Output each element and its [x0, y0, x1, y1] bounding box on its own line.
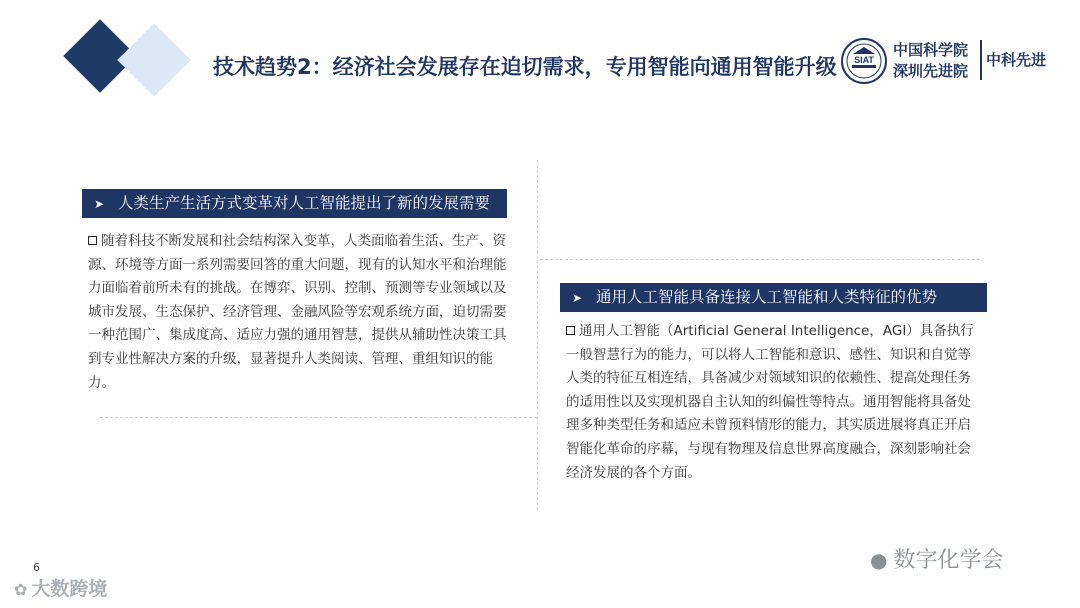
watermark-right-text: 数字化学会	[893, 548, 1004, 573]
siat-seal-icon	[841, 38, 887, 84]
right-body-text: 通用人工智能（Artificial General Intelligence，AGI）具备执行一般智慧行为的能力，可以将人工智能和意识、感性、知识和自觉等人类的特征互相连结，具备减少对领域知识的依赖性、提高处理任务的适用性以及实现机器自主认知的纠偏性等特点。通用智能将具备处理多种类型任务和适应未曾预料情形的能力，其实质进展将真正开启智能化革命的序幕，与现有物理及信息世界高度融合，深刻影响社会经济发展的各个方面。	[566, 323, 974, 481]
watermark-right	[870, 543, 1003, 574]
wechat-icon: ●	[870, 548, 888, 572]
watermark-left-text: 大数跨境	[31, 578, 108, 600]
watermark-logo-icon: ✿	[14, 580, 28, 599]
logo-line-1: 中国科学院	[893, 41, 969, 59]
seal-text: SIAT	[854, 55, 874, 65]
left-body-text: 随着科技不断发展和社会结构深入变革，人类面临着生活、生产、资源、环境等方面一系列需要回答的重大问题，现有的认知水平和治理能力面临着前所未有的挑战。在博弈、识别、控制、预测等专业领域以及城市发展、生态保护、经济管理、金融风险等宏观系统方面，迫切需要一种范围广、集成度高、适应力强的通用智慧，提供从辅助性决策工具到专业性解决方案的升级，显著提升人类阅读、管理、重组知识的能力。	[88, 233, 507, 391]
right-section-body	[566, 320, 981, 485]
left-horizontal-divider	[100, 417, 537, 418]
watermark-left	[14, 574, 107, 601]
arrow-bullet-icon: ➤	[572, 291, 583, 305]
right-horizontal-divider	[540, 259, 980, 260]
square-bullet-icon	[88, 236, 97, 245]
page-title: 技术趋势2：经济社会发展存在迫切需求，专用智能向通用智能升级	[213, 55, 837, 79]
header-diamond-light	[117, 23, 191, 97]
logo-divider	[980, 40, 982, 80]
vertical-divider	[537, 160, 538, 510]
right-banner-text: 通用人工智能具备连接人工智能和人类特征的优势	[596, 288, 938, 306]
left-section-body	[88, 230, 513, 395]
page-number: 6	[33, 561, 40, 574]
arrow-bullet-icon: ➤	[94, 197, 105, 211]
square-bullet-icon	[566, 326, 575, 335]
right-section-banner	[560, 283, 987, 312]
left-section-banner	[82, 189, 507, 218]
left-banner-text: 人类生产生活方式变革对人工智能提出了新的发展需要	[118, 194, 491, 212]
logo-short-name: 中科先进	[986, 51, 1047, 69]
logo-line-2: 深圳先进院	[893, 62, 969, 80]
